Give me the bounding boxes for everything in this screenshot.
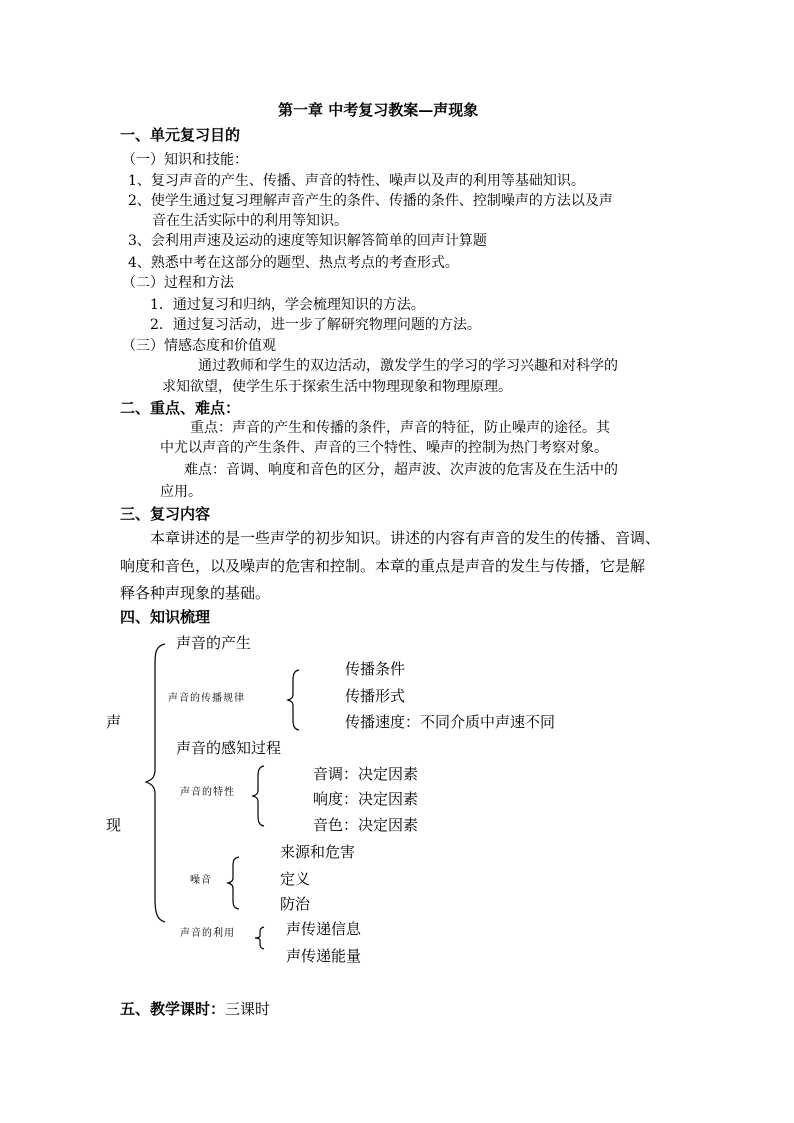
- section-3-line: 释各种声现象的基础。: [120, 584, 271, 602]
- characteristics-brace: [252, 764, 266, 828]
- tree-root-char: 现: [106, 816, 122, 834]
- section-5-heading: 五、教学课时：: [120, 1000, 226, 1018]
- section-4-heading: 四、知识梳理: [120, 608, 211, 626]
- noise-brace: [227, 855, 241, 911]
- section-5-value: 三课时: [225, 1000, 271, 1018]
- section-1-sub-2: （二）过程和方法: [122, 275, 234, 291]
- tree-noise-item: 定义: [280, 870, 311, 888]
- tree-noise-item: 防治: [280, 895, 311, 913]
- tree-production: 声音的产生: [176, 634, 252, 652]
- section-2-line: 重点：声音的产生和传播的条件，声音的特征，防止噪声的途径。其: [190, 420, 610, 436]
- section-3-line: 响度和音色，以及噪声的危害和控制。本章的重点是声音的发生与传播，它是解: [120, 557, 646, 575]
- section-1-item: 3、会利用声速及运动的速度等知识解答简单的回声计算题: [128, 233, 487, 249]
- section-1-item: 1．通过复习和归纳，学会梳理知识的方法。: [150, 297, 425, 313]
- tree-usage-item: 声传递信息: [286, 920, 362, 938]
- tree-propagation-item: 传播条件: [345, 660, 406, 678]
- section-2-heading: 二、重点、难点：: [120, 399, 241, 417]
- tree-propagation-label: 声音的传播规律: [168, 693, 245, 704]
- section-3-heading: 三、复习内容: [120, 505, 211, 523]
- usage-brace: [254, 926, 266, 950]
- tree-usage-item: 声传递能量: [286, 947, 362, 965]
- section-1-item: 4、熟悉中考在这部分的题型、热点考点的考查形式。: [128, 255, 459, 271]
- section-3-line: 本章讲述的是一些声学的初步知识。讲述的内容有声音的发生的传播、音调、: [150, 529, 661, 547]
- tree-perception: 声音的感知过程: [176, 739, 282, 757]
- section-1-item: 通过教师和学生的双边活动，激发学生的学习的学习兴趣和对科学的: [198, 358, 618, 374]
- section-1-item: 音在生活实际中的利用等知识。: [152, 213, 348, 229]
- propagation-brace: [287, 668, 301, 732]
- section-1-item: 1、复习声音的产生、传播、声音的特性、噪声以及声的利用等基础知识。: [128, 173, 585, 189]
- section-1-item: 求知欲望，使学生乐于探索生活中物理现象和物理原理。: [162, 379, 512, 395]
- section-2-line: 中尤以声音的产生条件、声音的三个特性、噪声的控制为热门考察对象。: [160, 440, 608, 456]
- tree-characteristics-item: 响度：决定因素: [313, 790, 419, 808]
- section-1-heading: 一、单元复习目的: [120, 126, 241, 144]
- tree-noise-label: 噪音: [190, 875, 212, 886]
- section-5-row: [120, 1001, 270, 1017]
- tree-propagation-item: 传播速度：不同介质中声速不同: [345, 713, 556, 731]
- section-1-sub-1: （一）知识和技能：: [122, 152, 248, 168]
- tree-propagation-item: 传播形式: [345, 687, 406, 705]
- tree-characteristics-item: 音色：决定因素: [313, 816, 419, 834]
- section-1-sub-3: （三）情感态度和价值观: [122, 338, 276, 354]
- tree-characteristics-item: 音调：决定因素: [313, 765, 419, 783]
- section-1-item: 2．通过复习活动，进一步了解研究物理问题的方法。: [150, 317, 481, 333]
- page-title: 第一章 中考复习教案—声现象: [278, 101, 479, 119]
- section-1-item: 2、使学生通过复习理解声音产生的条件、传播的条件、控制噪声的方法以及声: [128, 193, 613, 209]
- tree-noise-item: 来源和危害: [280, 843, 356, 861]
- main-brace: [145, 642, 169, 924]
- section-2-line: 应用。: [160, 484, 202, 500]
- section-2-line: 难点：音调、响度和音色的区分，超声波、次声波的危害及在生活中的: [184, 462, 618, 478]
- tree-root-char: 声: [106, 713, 122, 731]
- tree-usage-label: 声音的利用: [180, 928, 235, 939]
- tree-characteristics-label: 声音的特性: [180, 787, 235, 798]
